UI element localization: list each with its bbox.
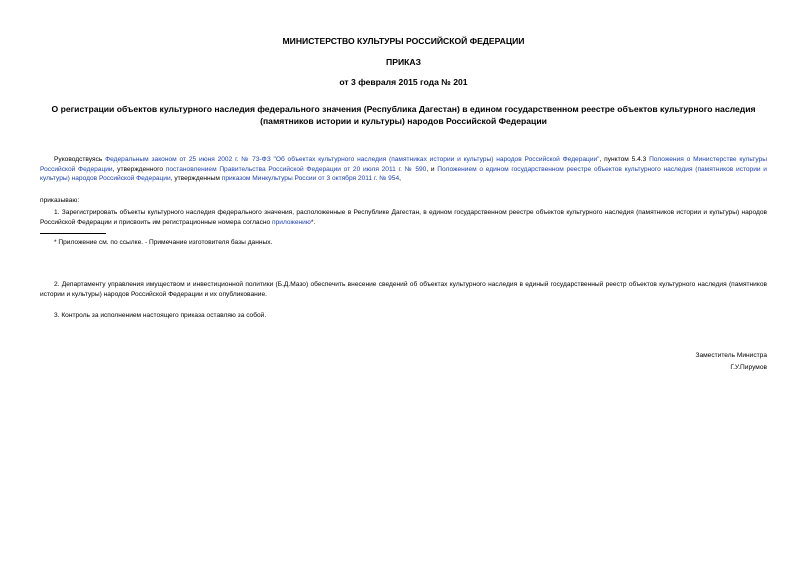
minkult-order-link[interactable]: приказом Минкультуры России от 3 октября 2011 г. № 954 <box>221 175 400 183</box>
item-1-text: 1. Зарегистрировать объекты культурного наследия федерального значения, расположенные в Республике Дагестан, в едином государственном реестре объектов культурного наследия (памятников истории и культуры) народов Российской Федерации и присвоить им регистрационные номера согласно <box>40 209 767 226</box>
footnote: * Приложение см. по ссылке. - Примечание изготовителя базы данных. <box>54 239 273 246</box>
doc-date-number: от 3 февраля 2015 года № 201 <box>339 77 468 87</box>
document-title: О регистрации объектов культурного наследия федерального значения (Республика Дагестан) в едином государственном реестре объектов культурного наследия (памятников истории и культуры) народов Российской Федерации <box>51 104 756 126</box>
government-resolution-link[interactable]: постановлением Правительства Российской Федерации от 20 июля 2011 г. № 590 <box>165 165 427 173</box>
preamble-text-6: , <box>399 175 401 183</box>
item-1-paragraph <box>40 208 767 227</box>
preamble-text-1: Руководствуясь <box>54 156 106 163</box>
preamble-text-3: , утвержденного <box>112 165 166 173</box>
item-2-paragraph: 2. Департаменту управления имуществом и инвестиционной политики (Б.Д.Мазо) обеспечить внесение сведений об объектах культурного наследия в единый государственный реестр объектов культурного наследия (памятников истории и культуры) народов Российской Федерации и их опубликование. <box>40 281 767 298</box>
signatory-name: Г.У.Пирумов <box>730 364 767 371</box>
orders-word: приказываю: <box>40 197 80 204</box>
signatory-position: Заместитель Министра <box>695 352 767 359</box>
doc-type-heading: ПРИКАЗ <box>386 57 421 67</box>
ministry-regulation-link[interactable]: Положения о Министерстве культуры Российской Федерации <box>40 156 767 173</box>
item-3-paragraph: 3. Контроль за исполнением настоящего приказа оставляю за собой. <box>54 312 267 319</box>
preamble-text-2: , пунктом 5.4.3 <box>599 156 650 163</box>
ministry-heading: МИНИСТЕРСТВО КУЛЬТУРЫ РОССИЙСКОЙ ФЕДЕРАЦИИ <box>282 36 525 46</box>
registry-regulation-link[interactable]: Положением о едином государственном реестре объектов культурного наследия (памятников истории и культуры) народов Российской Федерации <box>40 165 767 183</box>
preamble-paragraph <box>40 155 767 184</box>
federal-law-link[interactable]: Федеральным законом от 25 июня 2002 г. № 73-ФЗ "Об объектах культурного наследия (памятниках истории и культуры) народов Российской Федерации" <box>105 156 600 163</box>
preamble-text-4: , и <box>426 165 438 173</box>
footnote-separator <box>40 233 106 234</box>
appendix-link[interactable]: приложению <box>272 218 311 226</box>
item-1-suffix: *. <box>310 218 316 226</box>
preamble-text-5: , утвержденным <box>170 175 222 183</box>
